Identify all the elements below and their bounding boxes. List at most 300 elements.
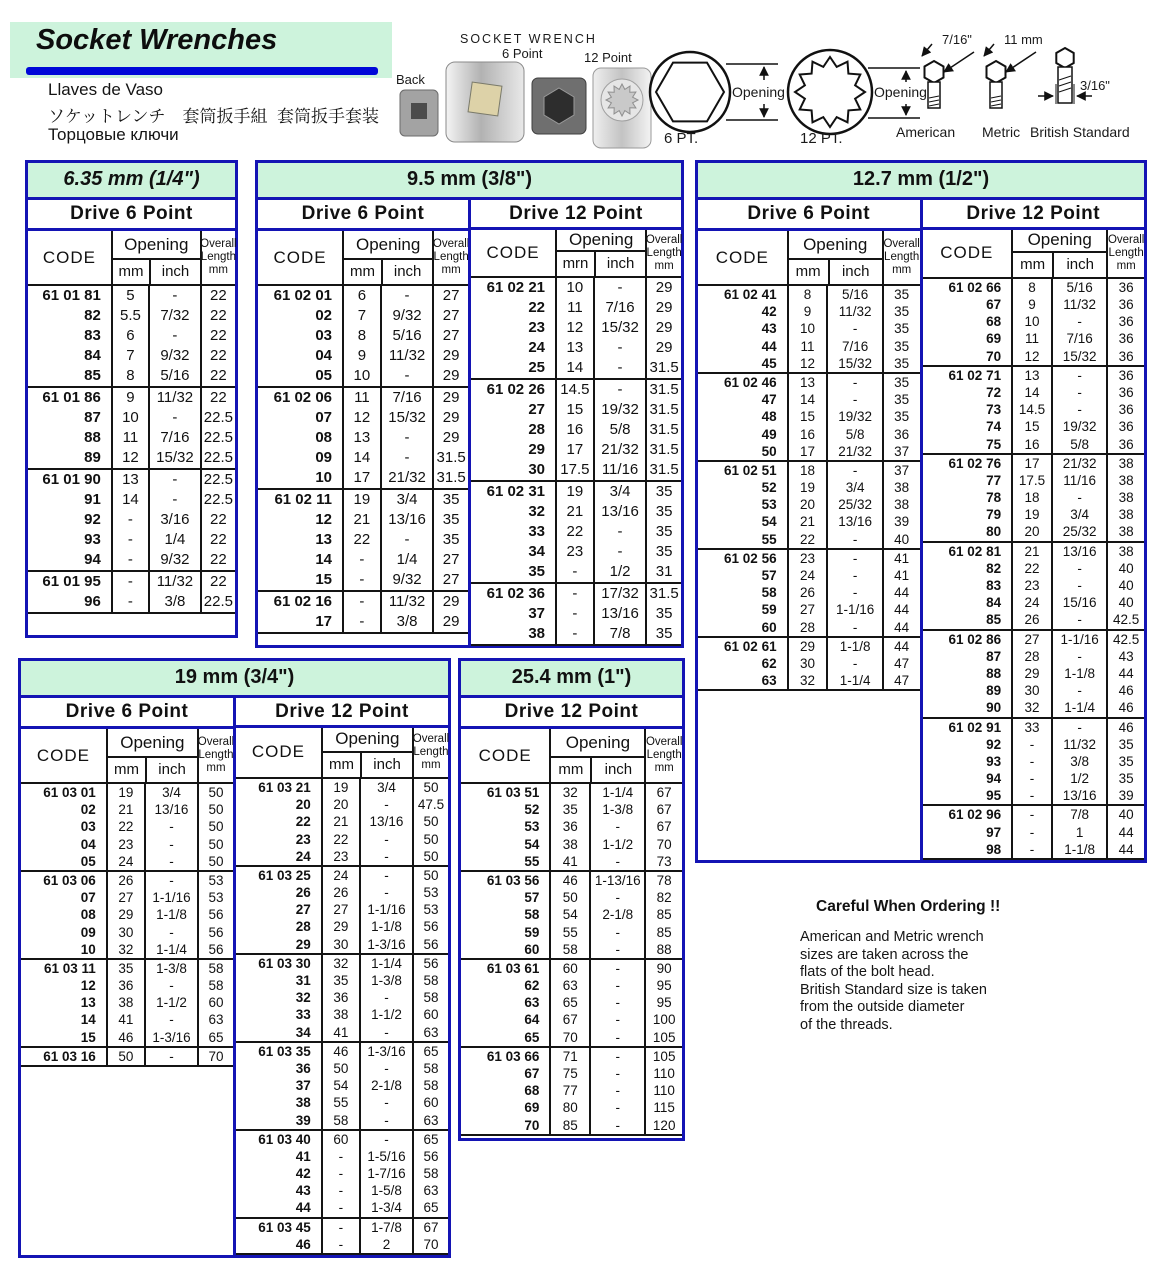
table-row <box>923 560 1145 577</box>
overall-length-line: Overall <box>197 736 235 748</box>
code-cell: 69 <box>524 1100 540 1116</box>
table-row <box>923 313 1145 330</box>
overall-length-cell: 36 <box>1106 279 1144 296</box>
table-head <box>698 231 920 286</box>
overall-length-cell: 38 <box>1106 543 1144 560</box>
opening-mm-cell: 30 <box>106 924 144 941</box>
opening-mm-cell: 21 <box>787 513 827 530</box>
opening-inch-cell: 1-5/8 <box>359 1182 412 1199</box>
opening-mm-cell: 17 <box>555 440 593 460</box>
opening-inch-cell: 1-3/8 <box>359 972 412 989</box>
overall-length-cell: 90 <box>644 960 682 977</box>
opening-inch-cell: 21/32 <box>380 468 433 488</box>
opening-mm-cell: 30 <box>787 655 827 672</box>
opening-mm-cell: 54 <box>321 1077 359 1094</box>
code-column-header: CODE <box>273 247 327 267</box>
opening-mm-cell: - <box>1011 824 1051 841</box>
code-cell: 67 <box>986 297 1002 312</box>
opening-mm-cell: 12 <box>1011 348 1051 365</box>
code-cell: 25 <box>528 359 545 376</box>
opening-mm-cell: 63 <box>549 977 589 994</box>
opening-mm-cell: - <box>321 1199 359 1216</box>
opening-mm-cell: 20 <box>1011 523 1051 540</box>
table-row <box>461 836 682 853</box>
table-row <box>258 346 468 366</box>
code-cell: 45 <box>761 355 777 371</box>
code-cell: 59 <box>761 602 777 618</box>
overall-length-cell: 100 <box>644 1011 682 1028</box>
opening-inch-cell: - <box>144 1048 197 1065</box>
overall-length-cell: 38 <box>1106 506 1144 523</box>
row-group <box>21 784 233 870</box>
opening-mm-cell: 50 <box>549 889 589 906</box>
code-cell: 93 <box>986 753 1002 769</box>
opening-mm-cell: - <box>1011 806 1051 823</box>
code-cell: 67 <box>524 1066 540 1081</box>
opening-mm-cell: 19 <box>555 482 593 502</box>
opening-inch-cell: - <box>1051 577 1106 594</box>
opening-mm-cell: 14 <box>342 448 380 468</box>
table-row <box>471 338 681 358</box>
opening-unit-row <box>789 260 882 284</box>
table-row <box>236 1006 448 1023</box>
overall-length-cell: 22.5 <box>200 490 235 510</box>
opening-inch-cell: - <box>589 941 644 958</box>
code-cell: 55 <box>761 531 777 547</box>
code-cell: 03 <box>315 327 332 344</box>
table-row <box>236 1077 448 1094</box>
table-row <box>28 388 235 408</box>
table-row <box>21 801 233 818</box>
table-row <box>923 348 1145 365</box>
code-cell: 27 <box>295 902 311 918</box>
overall-length-header <box>432 231 468 284</box>
table-row <box>236 796 448 813</box>
overall-length-cell: 38 <box>1106 523 1144 540</box>
overall-length-cell: 38 <box>882 479 920 496</box>
opening-inch-cell: - <box>826 550 881 567</box>
opening-label: Opening <box>1013 230 1106 253</box>
code-cell: 61 02 11 <box>274 491 332 508</box>
opening-inch-cell: 1-5/16 <box>359 1148 412 1165</box>
opening-mm-cell: 46 <box>321 1043 359 1060</box>
overall-length-cell: 35 <box>882 286 920 303</box>
table-row <box>28 306 235 326</box>
table-row <box>28 490 235 510</box>
opening-inch-cell: - <box>589 818 644 835</box>
overall-length-line: mm <box>208 264 228 276</box>
code-cell: 61 02 71 <box>948 367 1002 383</box>
section-body <box>698 200 1144 860</box>
opening-inch-cell: 11/32 <box>1051 296 1106 313</box>
table-row <box>21 818 233 835</box>
row-group <box>461 1046 682 1134</box>
opening-inch-cell: - <box>826 374 881 391</box>
opening-mm-cell: 29 <box>321 918 359 935</box>
opening-mm-cell: 11 <box>342 388 380 408</box>
opening-inch-cell: - <box>826 391 881 408</box>
table-row <box>236 1024 448 1041</box>
code-cell: 65 <box>524 1029 540 1045</box>
note-line: British Standard size is taken <box>800 981 987 998</box>
opening-mm-cell: - <box>1011 770 1051 787</box>
table-row <box>461 994 682 1011</box>
opening-header-group <box>111 231 200 284</box>
overall-length-cell: 35 <box>882 374 920 391</box>
overall-length-cell: 31.5 <box>645 420 681 440</box>
code-cell: 89 <box>986 683 1002 699</box>
opening-header-group <box>549 729 644 782</box>
table-row <box>258 550 468 570</box>
overall-length-cell: 50 <box>197 853 233 870</box>
table-row <box>21 994 233 1011</box>
overall-length-cell: 35 <box>882 338 920 355</box>
table-row <box>471 420 681 440</box>
table-row <box>698 601 920 618</box>
overall-length-header <box>412 728 448 777</box>
opening-mm-cell: - <box>111 592 148 612</box>
overall-length-cell: 56 <box>412 936 448 953</box>
opening-mm-cell: 6 <box>342 286 380 306</box>
code-cell: 73 <box>986 402 1002 418</box>
code-cell: 23 <box>295 831 311 847</box>
table-row <box>923 594 1145 611</box>
table-row <box>236 1094 448 1111</box>
code-cell: 34 <box>295 1024 311 1040</box>
code-cell: 04 <box>80 836 96 852</box>
row-group <box>28 286 235 386</box>
page-title: Socket Wrenches <box>36 24 278 56</box>
table-row <box>236 1131 448 1148</box>
overall-length-cell: 36 <box>1106 436 1144 453</box>
table-row <box>698 374 920 391</box>
overall-length-cell: 35 <box>432 530 468 550</box>
code-cell: 94 <box>986 771 1002 787</box>
american-label: American <box>896 124 956 140</box>
opening-mm-cell: 60 <box>321 1131 359 1148</box>
opening-mm-cell: 9 <box>111 388 148 408</box>
code-cell: 42 <box>295 1166 311 1182</box>
opening-mm-cell: 12 <box>111 448 148 468</box>
opening-inch-cell: 5/16 <box>826 286 881 303</box>
overall-length-cell: 22.5 <box>200 470 235 490</box>
overall-length-cell: 35 <box>882 355 920 372</box>
table-row <box>923 436 1145 453</box>
table-row <box>471 278 681 298</box>
opening-mm-cell: 12 <box>555 318 593 338</box>
table-row <box>461 941 682 958</box>
table-row <box>923 841 1145 858</box>
code-cell: 92 <box>84 511 101 528</box>
drive-header: Drive 6 Point <box>28 200 235 231</box>
code-cell: 52 <box>524 802 540 818</box>
opening-inch-cell: 25/32 <box>1051 523 1106 540</box>
code-cell: 28 <box>528 421 545 438</box>
code-cell: 68 <box>524 1083 540 1099</box>
opening-inch-cell: - <box>826 584 881 601</box>
drive-header: Drive 6 Point <box>21 698 233 729</box>
opening-mm-cell: 10 <box>555 278 593 298</box>
overall-length-cell: 58 <box>197 977 233 994</box>
table-row <box>21 836 233 853</box>
opening-mm-cell: - <box>342 592 380 612</box>
code-cell: 07 <box>80 890 96 906</box>
overall-length-line: mm <box>654 259 674 272</box>
opening-inch-cell: 13/16 <box>826 513 881 530</box>
opening-mm-cell: - <box>111 550 148 570</box>
code-cell: 61 02 96 <box>948 807 1002 823</box>
drive-header: Drive 6 Point <box>258 200 468 231</box>
opening-inch-cell: 11/32 <box>380 346 433 366</box>
code-cell: 68 <box>986 314 1002 330</box>
metric-size-label: 11 mm <box>1004 32 1043 47</box>
table-row <box>236 1165 448 1182</box>
overall-length-cell: 95 <box>644 994 682 1011</box>
table-row <box>461 906 682 923</box>
opening-inch-cell: - <box>589 889 644 906</box>
opening-inch-cell: 1-1/16 <box>826 601 881 618</box>
code-cell: 61 02 56 <box>724 550 777 566</box>
opening-inch-cell: - <box>359 1131 412 1148</box>
opening-header-group <box>106 729 197 782</box>
opening-inch-cell: - <box>148 470 200 490</box>
opening-mm-cell: 38 <box>321 1006 359 1023</box>
opening-inch-cell: 1-1/2 <box>144 994 197 1011</box>
table-body <box>923 279 1145 860</box>
opening-mm-cell: 24 <box>1011 594 1051 611</box>
opening-mm-cell: 6 <box>111 326 148 346</box>
opening-mm-cell: 32 <box>549 784 589 801</box>
table-row <box>923 418 1145 435</box>
code-cell: 75 <box>986 436 1002 452</box>
opening-mm-cell: 28 <box>1011 648 1051 665</box>
code-cell: 30 <box>528 461 545 478</box>
opening-inch-cell: 5/16 <box>380 326 433 346</box>
catalog-section <box>25 160 238 638</box>
table-row <box>461 1029 682 1046</box>
opening-inch-cell: 1-1/8 <box>1051 665 1106 682</box>
section-body <box>258 200 681 645</box>
opening-inch-cell: - <box>1051 367 1106 384</box>
table-row <box>258 326 468 346</box>
overall-length-cell: 29 <box>432 346 468 366</box>
overall-length-cell: 29 <box>645 298 681 318</box>
overall-length-line: Overall <box>1107 233 1145 246</box>
overall-length-cell: 44 <box>1106 665 1144 682</box>
overall-length-cell: 38 <box>1106 472 1144 489</box>
opening-inch-cell: - <box>593 380 646 400</box>
table-row <box>28 366 235 386</box>
code-cell: 54 <box>524 836 540 852</box>
opening-mm-cell: 26 <box>1011 611 1051 628</box>
code-cell: 32 <box>528 503 545 520</box>
inch-unit-label: inch <box>381 260 432 284</box>
code-cell: 62 <box>761 655 777 671</box>
overall-length-cell: 53 <box>412 884 448 901</box>
overall-length-cell: 47 <box>882 672 920 689</box>
code-cell: 20 <box>295 797 311 813</box>
opening-inch-cell: 19/32 <box>593 400 646 420</box>
opening-mm-cell: 23 <box>787 550 827 567</box>
opening-mm-cell: 27 <box>106 889 144 906</box>
table-row <box>923 736 1145 753</box>
code-cell: 24 <box>528 339 545 356</box>
opening-unit-row <box>323 753 412 777</box>
opening-label: Opening <box>323 728 412 753</box>
code-cell: 61 03 51 <box>486 785 540 800</box>
opening-inch-cell: - <box>589 977 644 994</box>
overall-length-cell: 63 <box>197 1011 233 1028</box>
twelve-point-photo-label: 12 Point <box>584 50 632 65</box>
opening-mm-cell: 75 <box>549 1065 589 1082</box>
opening-unit-row <box>108 758 197 782</box>
overall-length-cell: 29 <box>645 338 681 358</box>
opening-inch-cell: 1-1/2 <box>589 836 644 853</box>
overall-length-cell: 40 <box>1106 560 1144 577</box>
opening-inch-cell: 1-3/8 <box>144 960 197 977</box>
code-cell: 83 <box>84 327 101 344</box>
opening-unit-row <box>551 758 644 782</box>
overall-length-cell: 31 <box>645 562 681 582</box>
code-cell: 69 <box>986 331 1002 347</box>
row-group <box>923 804 1145 858</box>
opening-mm-cell: 16 <box>555 420 593 440</box>
code-cell: 61 02 91 <box>948 719 1002 735</box>
table-row <box>236 955 448 972</box>
mm-unit-label: mm <box>328 755 354 773</box>
code-cell: 50 <box>761 443 777 459</box>
table-row <box>236 867 448 884</box>
code-cell: 57 <box>761 568 777 583</box>
opening-inch-cell: 1/4 <box>380 550 433 570</box>
opening-mm-cell: 14.5 <box>555 380 593 400</box>
code-cell: 41 <box>295 1148 311 1164</box>
overall-length-cell: 35 <box>645 482 681 502</box>
table-row <box>923 631 1145 648</box>
opening-header-group <box>1011 230 1106 277</box>
overall-length-cell: 41 <box>882 550 920 567</box>
row-group <box>923 279 1145 365</box>
row-group <box>461 784 682 870</box>
code-cell: 57 <box>524 890 540 906</box>
code-cell: 61 02 66 <box>948 279 1002 295</box>
table-row <box>21 889 233 906</box>
overall-length-line: Length <box>413 745 449 758</box>
section-body <box>28 200 235 635</box>
overall-length-cell: 50 <box>197 801 233 818</box>
opening-mm-cell: - <box>321 1219 359 1236</box>
overall-length-cell: 29 <box>432 592 468 612</box>
opening-unit-row <box>557 252 645 276</box>
overall-length-cell: 22 <box>200 306 235 326</box>
row-group <box>236 1217 448 1253</box>
opening-mm-cell: 7 <box>111 346 148 366</box>
opening-inch-cell: 13/16 <box>359 813 412 830</box>
mm-unit-label: mm <box>349 263 375 280</box>
opening-mm-cell: 21 <box>106 801 144 818</box>
overall-length-cell: 38 <box>1106 489 1144 506</box>
opening-inch-cell: 7/16 <box>380 388 433 408</box>
opening-inch-cell: 19/32 <box>1051 418 1106 435</box>
overall-length-cell: 65 <box>412 1131 448 1148</box>
overall-length-line: Length <box>200 251 236 263</box>
code-cell: 59 <box>524 924 540 940</box>
overall-length-cell: 35 <box>432 490 468 510</box>
overall-length-cell: 39 <box>1106 787 1144 804</box>
catalog-section <box>18 658 451 1258</box>
overall-length-cell: 50 <box>412 848 448 865</box>
overall-length-cell: 105 <box>644 1029 682 1046</box>
overall-length-cell: 53 <box>197 872 233 889</box>
row-group <box>28 386 235 468</box>
opening-mm-cell: 21 <box>321 813 359 830</box>
code-cell: 96 <box>84 593 101 610</box>
opening-mm-cell: 55 <box>321 1094 359 1111</box>
overall-length-cell: 22.5 <box>200 428 235 448</box>
opening-mm-cell: 26 <box>106 872 144 889</box>
opening-inch-cell: - <box>359 867 412 884</box>
opening-mm-cell: 17 <box>1011 455 1051 472</box>
opening-inch-cell: 7/16 <box>1051 330 1106 347</box>
opening-mm-cell: 71 <box>549 1048 589 1065</box>
subtable <box>461 698 682 1138</box>
code-cell: 27 <box>528 401 545 418</box>
overall-length-cell: 63 <box>412 1024 448 1041</box>
code-cell: 61 02 81 <box>948 543 1002 559</box>
mm-unit-label: mm <box>558 761 584 778</box>
note-line: of the threads. <box>800 1016 893 1033</box>
code-cell: 08 <box>315 429 332 446</box>
opening-inch-cell: 1-13/16 <box>589 872 644 889</box>
opening-inch-cell: - <box>144 818 197 835</box>
opening-mm-cell: 32 <box>1011 699 1051 716</box>
opening-inch-cell: - <box>593 358 646 378</box>
opening-inch-cell: 11/16 <box>593 460 646 480</box>
opening-mm-cell: 21 <box>342 510 380 530</box>
table-row <box>28 408 235 428</box>
opening-mm-cell: - <box>555 624 593 644</box>
overall-length-line: Length <box>646 246 682 259</box>
opening-mm-cell: - <box>1011 787 1051 804</box>
opening-inch-cell: 13/16 <box>593 502 646 522</box>
opening-mm-cell: 8 <box>1011 279 1051 296</box>
catalog-section <box>458 658 685 1141</box>
table-row <box>236 1182 448 1199</box>
table-row <box>923 384 1145 401</box>
opening-header-group <box>321 728 412 777</box>
table-row <box>461 801 682 818</box>
opening-inch-cell: - <box>359 1094 412 1111</box>
opening-mm-cell: 13 <box>555 338 593 358</box>
opening-inch-cell: - <box>593 522 646 542</box>
table-head <box>471 230 681 278</box>
overall-length-cell: 50 <box>197 818 233 835</box>
opening-mm-cell: 20 <box>321 796 359 813</box>
overall-length-cell: 46 <box>1106 719 1144 736</box>
british-size-label: 3/16" <box>1080 78 1110 93</box>
overall-length-cell: 70 <box>644 836 682 853</box>
overall-length-cell: 35 <box>645 624 681 644</box>
overall-length-line: Length <box>433 251 469 263</box>
code-cell: 05 <box>80 853 96 869</box>
overall-length-cell: 35 <box>432 510 468 530</box>
subtitle-cjk: ソケットレンチ 套筒扳手組 套筒扳手套装 <box>48 107 380 126</box>
code-cell: 92 <box>986 736 1002 752</box>
table-body <box>471 278 681 646</box>
table-row <box>28 530 235 550</box>
table-head <box>923 230 1145 279</box>
opening-mm-cell: 26 <box>787 584 827 601</box>
